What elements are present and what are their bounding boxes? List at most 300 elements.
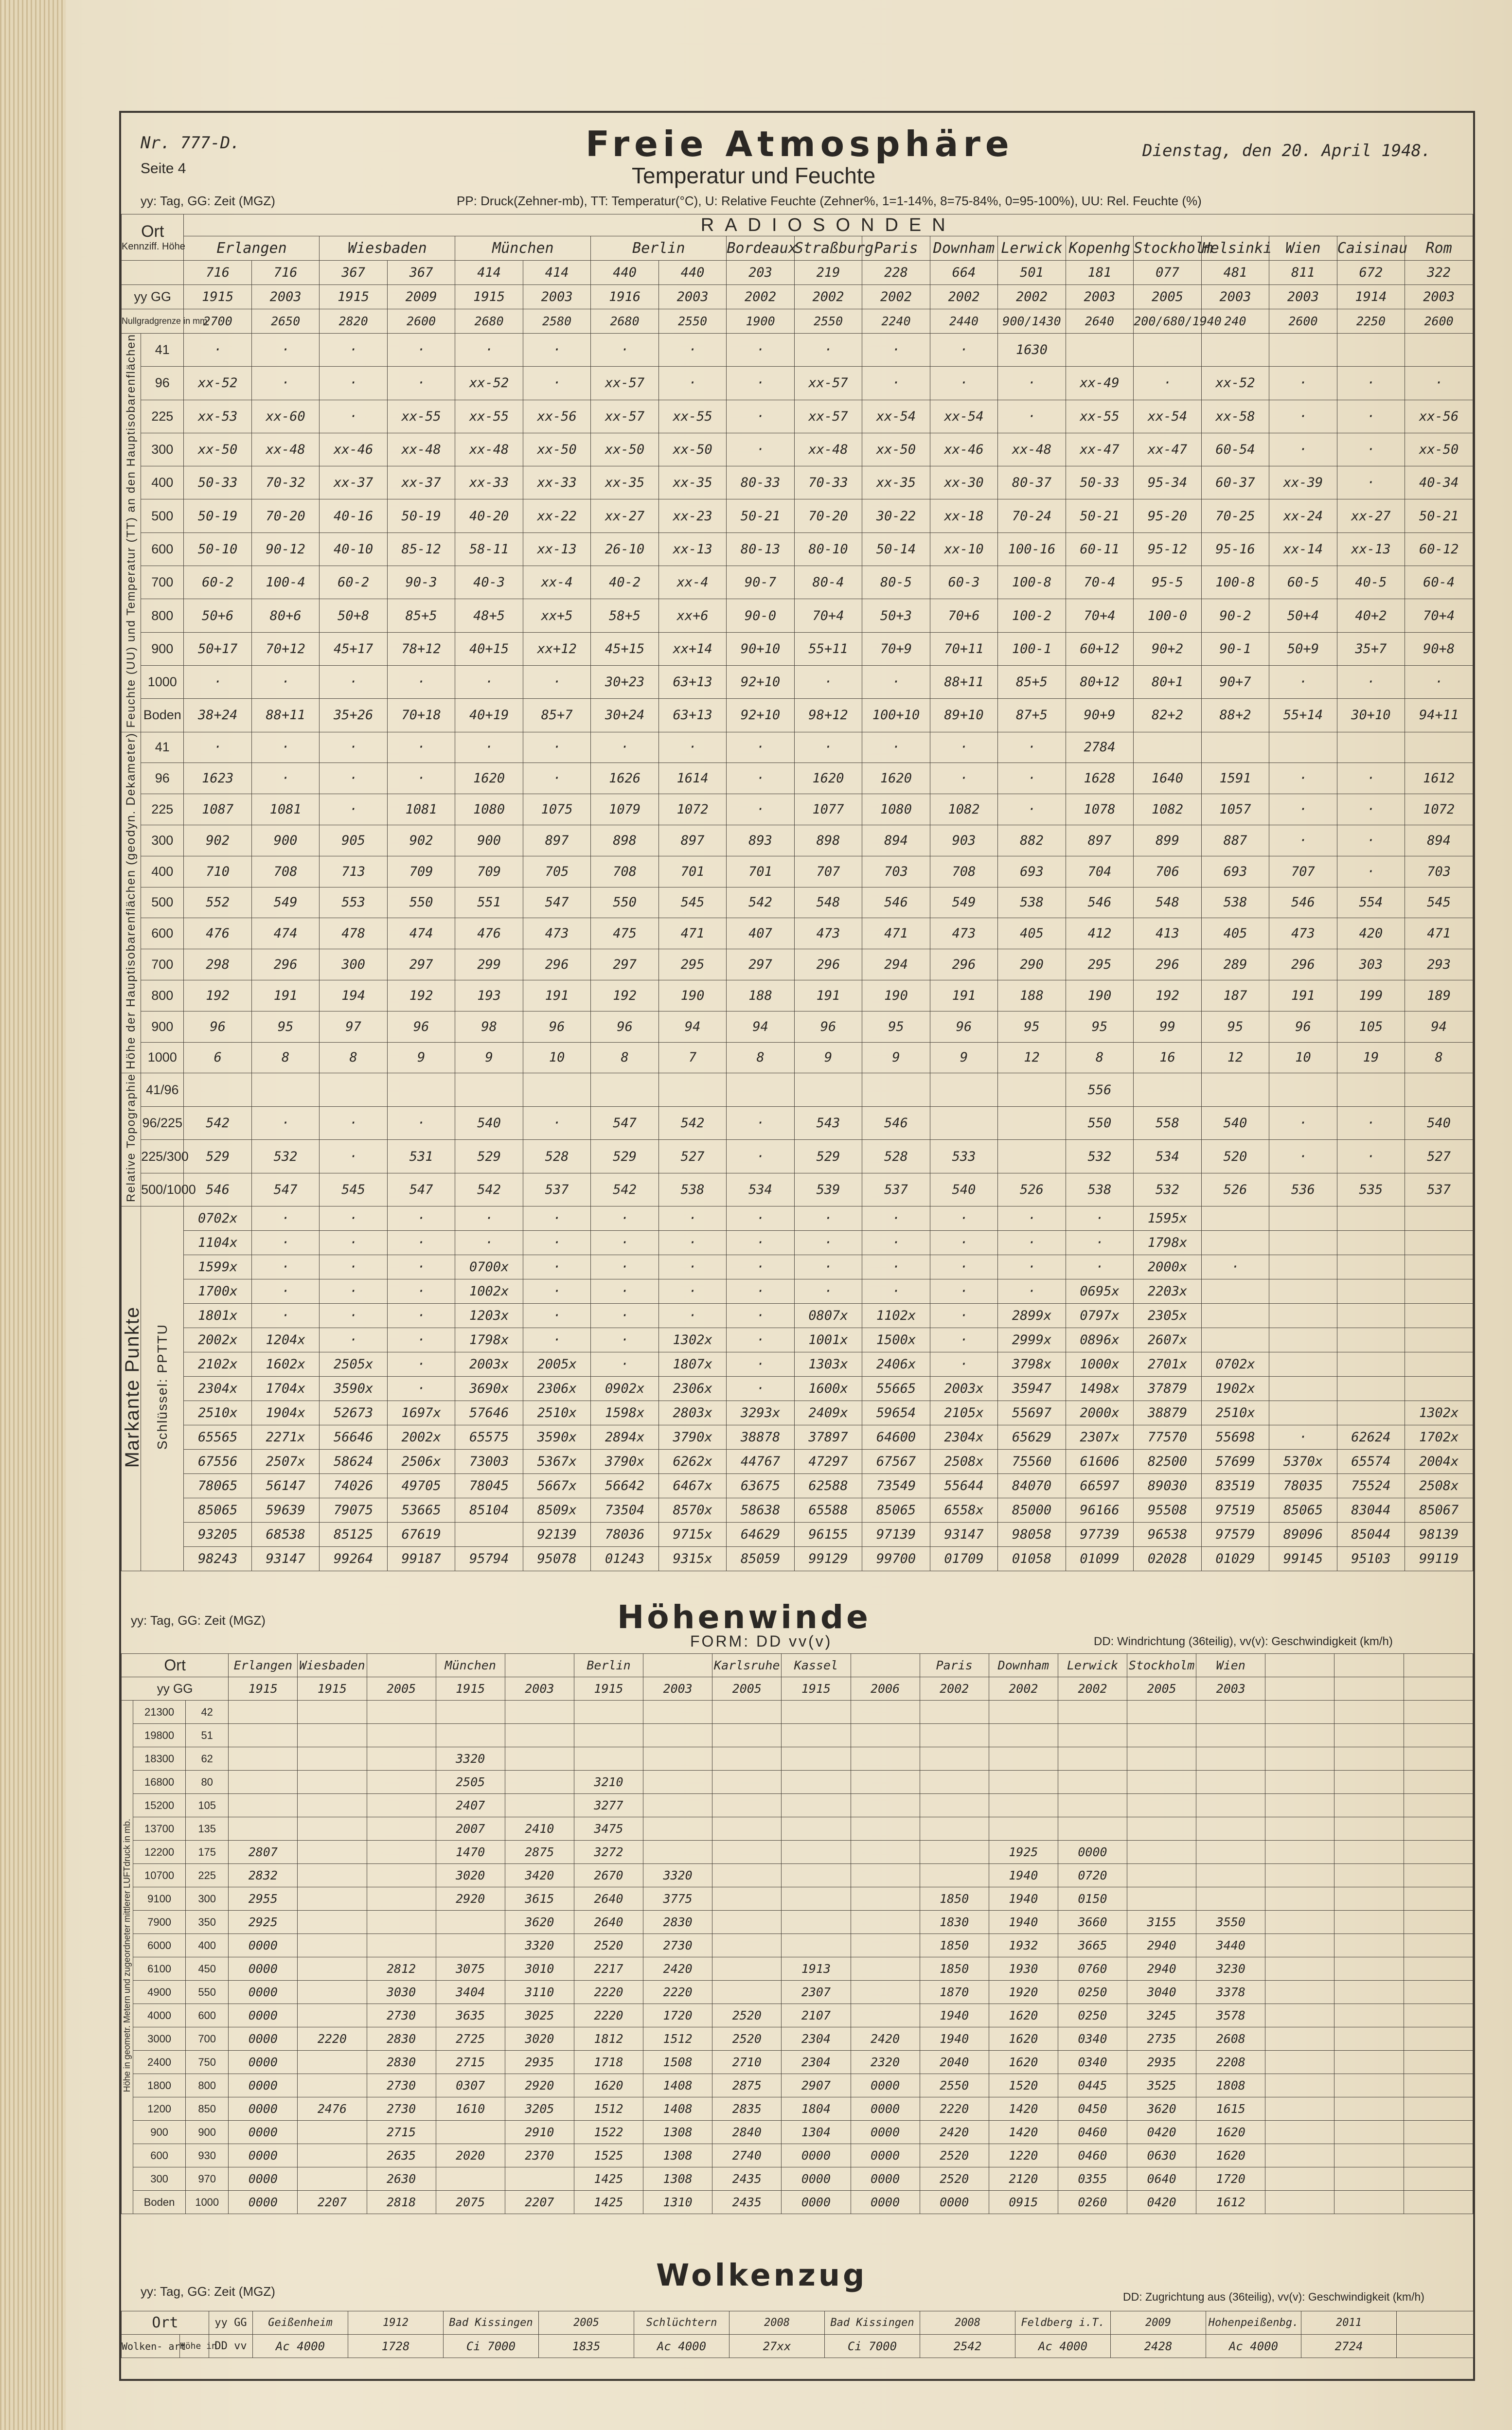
winds-cell [298,1794,367,1817]
winds-cell [1334,1817,1404,1841]
data-cell: 1081 [251,794,319,825]
data-cell [1201,1279,1269,1304]
winds-cell [1265,1934,1334,1957]
winds-row [122,1934,1473,1957]
data-cell [1337,1377,1405,1401]
winds-row [122,1864,1473,1887]
winds-height: 7900 [133,1911,186,1934]
time-value: 2002 [998,285,1066,309]
winds-station-name: München [436,1654,505,1677]
data-row [122,918,1473,949]
data-cell: 2307x [1066,1425,1133,1450]
data-cell: 546 [862,1106,930,1140]
winds-cell [1404,2144,1473,2167]
winds-cell [1127,1724,1196,1747]
winds-legend-time: yy: Tag, GG: Zeit (MGZ) [131,1613,266,1628]
time-value: 2005 [1134,285,1201,309]
data-cell [1269,732,1337,763]
winds-cell: 0355 [1058,2167,1127,2191]
data-cell: xx-50 [862,433,930,466]
data-cell [862,1073,930,1107]
data-cell: 548 [794,887,862,918]
winds-pressure: 550 [186,1981,229,2004]
data-cell: 9715x [658,1523,726,1547]
data-cell: 85065 [184,1498,251,1523]
cloud-value: Ac 4000 [634,2335,729,2358]
data-cell: · [1337,367,1405,400]
data-cell [1269,1377,1337,1401]
cloud-value: Ac 4000 [1206,2335,1301,2358]
winds-row [122,1701,1473,1724]
cloud-station-name: Hohenpeißenbg. [1206,2311,1301,2335]
winds-axis-label: Höhe in geometr. Metern und zugeordneter mittlerer LUFTdruck in mb. [122,1819,132,2093]
data-row [122,334,1473,367]
data-cell: 75560 [998,1450,1066,1474]
data-cell: 9 [455,1042,523,1073]
winds-cell: 0260 [1058,2191,1127,2214]
data-cell: · [1201,1255,1269,1279]
nullgrad-value: 900/1430 [998,309,1066,334]
winds-time-value: 2003 [505,1677,574,1701]
cloud-value: 2724 [1301,2335,1397,2358]
data-cell: 8509x [523,1498,590,1523]
level-label: 400 [141,856,184,887]
data-cell: 83044 [1337,1498,1405,1523]
data-cell: 1801x [184,1304,251,1328]
winds-row [122,1817,1473,1841]
data-cell: 471 [862,918,930,949]
level-label: 400 [141,466,184,499]
data-cell: 300 [320,949,387,980]
winds-cell: 2608 [1196,2027,1265,2051]
report-date: Dienstag, den 20. April 1948. [1142,141,1431,160]
data-cell: 97139 [862,1523,930,1547]
data-cell: 55+14 [1269,699,1337,732]
winds-cell: 1940 [920,2027,989,2051]
level-label: Boden [141,699,184,732]
winds-height: 900 [133,2121,186,2144]
data-cell: 85065 [862,1498,930,1523]
cloud-station-name: Bad Kissingen [825,2311,920,2335]
winds-cell [643,1701,712,1724]
data-cell: 90-0 [727,599,794,632]
winds-cell: 2420 [920,2121,989,2144]
data-cell: 540 [1405,1106,1473,1140]
winds-cell [1127,1887,1196,1911]
data-cell: xx-48 [794,433,862,466]
data-cell: · [930,1279,997,1304]
data-cell: 94 [727,1011,794,1042]
winds-cell [505,1724,574,1747]
winds-cell [1334,1957,1404,1981]
winds-cell: 3010 [505,1957,574,1981]
data-cell: 551 [455,887,523,918]
winds-height: 21300 [133,1701,186,1724]
data-cell: 78+12 [387,632,455,665]
data-cell: 80+1 [1134,665,1201,698]
data-cell: 9 [862,1042,930,1073]
data-cell: 545 [1405,887,1473,918]
cloud-value: 2542 [920,2335,1015,2358]
data-cell: 95-12 [1134,532,1201,566]
data-row [122,794,1473,825]
data-cell: 188 [727,980,794,1011]
data-cell [1405,1279,1473,1304]
data-cell: 35+26 [320,699,387,732]
data-cell: 62588 [794,1474,862,1498]
data-cell: · [591,1352,658,1377]
data-cell: 90+2 [1134,632,1201,665]
data-cell: · [523,334,590,367]
winds-cell: 1620 [989,2004,1058,2027]
data-cell: 552 [184,887,251,918]
data-cell: · [1066,1255,1133,1279]
group-label-cell [122,334,141,732]
data-row [122,1140,1473,1173]
data-cell: 546 [862,887,930,918]
winds-cell [1265,2191,1334,2214]
data-cell: 9 [930,1042,997,1073]
data-cell: 1082 [930,794,997,825]
level-label: 900 [141,1011,184,1042]
winds-cell: 1408 [643,2074,712,2097]
winds-pressure: 450 [186,1957,229,1981]
data-cell: · [1337,1140,1405,1173]
data-cell: · [1269,1140,1337,1173]
data-cell: 1102x [862,1304,930,1328]
kennziffer-value: 716 [251,261,319,285]
winds-cell: 3030 [367,1981,436,2004]
nullgrad-value: 2250 [1337,309,1405,334]
data-cell: 96 [387,1011,455,1042]
data-cell: xx-48 [387,433,455,466]
data-cell: · [1337,1106,1405,1140]
winds-cell [505,2167,574,2191]
nullgrad-value: 2580 [523,309,590,334]
winds-height: 18300 [133,1747,186,1771]
data-cell [1337,732,1405,763]
data-cell: 1001x [794,1328,862,1352]
winds-time-value: 1915 [782,1677,851,1701]
data-cell: 78065 [184,1474,251,1498]
data-cell: 1078 [1066,794,1133,825]
data-cell: 96 [794,1011,862,1042]
data-cell: · [455,665,523,698]
winds-cell [1196,1794,1265,1817]
winds-cell: 2435 [712,2191,782,2214]
data-cell: xx-4 [658,566,726,599]
data-cell: 476 [455,918,523,949]
data-cell: 1302x [658,1328,726,1352]
level-label: 41 [141,334,184,367]
winds-cell [298,1841,367,1864]
data-cell: 58+5 [591,599,658,632]
data-cell: 80-10 [794,532,862,566]
winds-cell [298,2004,367,2027]
data-cell: 99 [1134,1011,1201,1042]
data-cell: 2409x [794,1401,862,1425]
cloud-yygg-label: yy GG [209,2311,253,2335]
winds-cell [298,2051,367,2074]
data-cell: 8 [1066,1042,1133,1073]
winds-cell [1404,1887,1473,1911]
data-cell: 1002x [455,1279,523,1304]
winds-cell [712,1887,782,1911]
data-cell: · [387,732,455,763]
winds-pressure: 970 [186,2167,229,2191]
data-cell: 97519 [1201,1498,1269,1523]
winds-cell [851,1841,920,1864]
winds-cell [712,1794,782,1817]
data-cell: · [251,732,319,763]
data-cell: · [387,1106,455,1140]
data-cell: · [320,1206,387,1231]
data-cell: 296 [794,949,862,980]
data-cell: 63675 [727,1474,794,1498]
winds-pressure: 51 [186,1724,229,1747]
data-cell: xx-60 [251,400,319,433]
data-cell: 50+6 [184,599,251,632]
data-cell: xx-50 [1405,433,1473,466]
group-label-cell [122,1073,141,1206]
winds-cell: 2207 [298,2191,367,2214]
winds-pressure: 900 [186,2121,229,2144]
legend-time: yy: Tag, GG: Zeit (MGZ) [141,194,275,208]
winds-cell: 2304 [782,2051,851,2074]
winds-cell [851,1771,920,1794]
winds-cell: 2520 [920,2144,989,2167]
cloud-station-name: 2008 [729,2311,825,2335]
winds-cell: 0340 [1058,2051,1127,2074]
data-cell: 2701x [1134,1352,1201,1377]
data-cell [794,1073,862,1107]
data-cell: 902 [184,825,251,856]
data-cell: 85+5 [998,665,1066,698]
data-cell: 01243 [591,1547,658,1571]
data-cell: · [523,665,590,698]
data-cell [1201,1231,1269,1255]
data-cell: 70-24 [998,499,1066,532]
data-cell [184,1073,251,1107]
winds-cell [712,1957,782,1981]
data-cell: 1620 [455,763,523,794]
winds-cell [851,1981,920,2004]
data-cell: 95-5 [1134,566,1201,599]
winds-height: 1800 [133,2074,186,2097]
data-cell: 50+8 [320,599,387,632]
winds-pressure: 105 [186,1794,229,1817]
winds-cell: 0000 [229,2097,298,2121]
cloud-station-name: 1912 [348,2311,444,2335]
data-cell: 70+12 [251,632,319,665]
data-cell: · [1269,367,1337,400]
data-cell: xx-35 [591,466,658,499]
winds-time-value: 2005 [712,1677,782,1701]
data-cell: 78045 [455,1474,523,1498]
winds-cell: 0000 [229,2121,298,2144]
data-cell: 78035 [1269,1474,1337,1498]
data-cell [1337,1255,1405,1279]
data-cell: · [998,367,1066,400]
data-cell: 898 [794,825,862,856]
data-cell: 99187 [387,1547,455,1571]
data-cell: · [930,1352,997,1377]
data-cell: 7 [658,1042,726,1073]
winds-cell: 1720 [1196,2167,1265,2191]
kennziffer-value: 481 [1201,261,1269,285]
data-cell: · [930,1206,997,1231]
winds-cell: 3210 [574,1771,643,1794]
data-cell: · [1337,763,1405,794]
winds-cell: 1808 [1196,2074,1265,2097]
data-cell: 100-8 [998,566,1066,599]
winds-cell [1404,2097,1473,2121]
kennziffer-value: 181 [1066,261,1133,285]
winds-cell [1404,2027,1473,2051]
data-cell: 30+24 [591,699,658,732]
kennziffer-row [122,261,1473,285]
data-row [122,949,1473,980]
winds-cell: 0420 [1127,2121,1196,2144]
data-cell: · [320,794,387,825]
winds-cell [1265,2121,1334,2144]
data-cell: 70-20 [794,499,862,532]
data-cell: 708 [251,856,319,887]
winds-cell [367,1817,436,1841]
data-cell: 473 [1269,918,1337,949]
winds-cell: 1308 [643,2144,712,2167]
data-cell: · [320,1304,387,1328]
winds-cell: 1308 [643,2167,712,2191]
winds-cell: 1940 [989,1911,1058,1934]
winds-cell: 1620 [1196,2121,1265,2144]
data-cell: 63+13 [658,699,726,732]
winds-cell: 2875 [505,1841,574,1864]
winds-time-value: 1915 [298,1677,367,1701]
data-cell: 1000x [1066,1352,1133,1377]
winds-cell: 2505 [436,1771,505,1794]
winds-cell [1058,1771,1127,1794]
winds-cell [505,1701,574,1724]
data-cell [1269,1231,1337,1255]
data-cell: 1620 [794,763,862,794]
time-row [122,285,1473,309]
winds-height: 6100 [133,1957,186,1981]
legend-units: PP: Druck(Zehner-mb), TT: Temperatur(°C), U: Relative Feuchte (Zehner%, 1=1-14%, 8=75-84%, 0=95-100%), UU: Rel. Feuchte (%) [457,194,1202,208]
winds-cell: 0000 [782,2191,851,2214]
data-cell: · [387,1206,455,1231]
data-cell: 2510x [184,1401,251,1425]
data-cell: 882 [998,825,1066,856]
winds-cell [851,1934,920,1957]
winds-cell: 1522 [574,2121,643,2144]
data-cell: 2899x [998,1304,1066,1328]
data-cell: · [1269,794,1337,825]
data-cell: 550 [591,887,658,918]
station-name: Rom [1405,236,1473,261]
data-row [122,856,1473,887]
data-cell: · [998,1206,1066,1231]
data-cell: xx-18 [930,499,997,532]
data-cell: 60-37 [1201,466,1269,499]
data-cell: · [320,400,387,433]
data-cell: 2000x [1134,1255,1201,1279]
winds-row [122,2051,1473,2074]
data-cell: 64629 [727,1523,794,1547]
data-cell: xx-54 [862,400,930,433]
winds-station-name: Berlin [574,1654,643,1677]
data-cell: 2003x [455,1352,523,1377]
time-value: 2002 [930,285,997,309]
data-cell: 693 [1201,856,1269,887]
data-row [122,1279,1473,1304]
data-cell: 50-33 [184,466,251,499]
winds-cell [643,1771,712,1794]
winds-cell: 1420 [989,2097,1058,2121]
data-cell: 12 [1201,1042,1269,1073]
data-cell [1405,1304,1473,1328]
data-cell: 96 [1269,1011,1337,1042]
winds-cell [851,1794,920,1817]
data-cell: 897 [658,825,726,856]
winds-cell: 2420 [643,1957,712,1981]
winds-cell [989,1817,1058,1841]
data-cell: 191 [523,980,590,1011]
winds-cell [298,2167,367,2191]
data-cell: 82+2 [1134,699,1201,732]
winds-height: Boden [133,2191,186,2214]
data-cell: · [794,1206,862,1231]
winds-cell [298,1981,367,2004]
data-cell: · [794,1255,862,1279]
data-cell: 537 [523,1173,590,1206]
data-cell: 894 [862,825,930,856]
data-cell: · [387,665,455,698]
data-cell: · [930,1328,997,1352]
data-cell: · [727,433,794,466]
winds-cell: 2208 [1196,2051,1265,2074]
kennziffer-value: 367 [387,261,455,285]
winds-cell: 1940 [989,1864,1058,1887]
winds-cell: 2715 [367,2121,436,2144]
data-cell: 293 [1405,949,1473,980]
data-row [122,1401,1473,1425]
winds-cell: 2520 [712,2027,782,2051]
winds-cell: 3404 [436,1981,505,2004]
station-name: Downham [930,236,997,261]
data-cell: · [387,334,455,367]
winds-pressure: 80 [186,1771,229,1794]
data-cell: 526 [1201,1173,1269,1206]
data-cell: 8 [591,1042,658,1073]
kennziffer-value: 501 [998,261,1066,285]
data-cell: 190 [658,980,726,1011]
winds-cell: 1612 [1196,2191,1265,2214]
data-cell: 191 [930,980,997,1011]
winds-cell: 3075 [436,1957,505,1981]
winds-cell [1196,1724,1265,1747]
winds-row [122,2027,1473,2051]
data-cell: 1620 [862,763,930,794]
data-cell: · [455,1206,523,1231]
winds-cell [505,1747,574,1771]
winds-cell [1334,1887,1404,1911]
data-cell: 85059 [727,1547,794,1571]
winds-cell [229,1724,298,1747]
data-cell: · [184,665,251,698]
winds-cell: 0000 [229,2144,298,2167]
winds-cell [920,1747,989,1771]
